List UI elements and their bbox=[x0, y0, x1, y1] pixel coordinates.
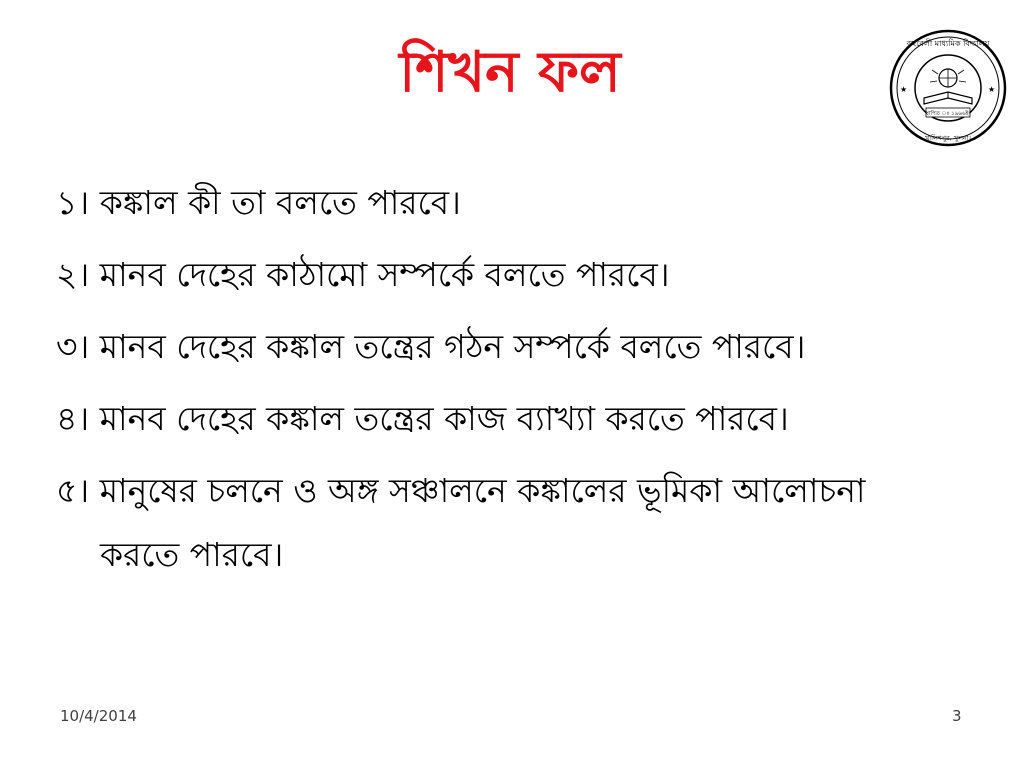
list-item: ১। কঙ্কাল কী তা বলতে পারবে। bbox=[56, 183, 461, 222]
school-seal-icon bbox=[888, 28, 1008, 148]
list-item: ৩। মানব দেহের কঙ্কাল তন্ত্রের গঠন সম্পর্কে বলতে পারবে। bbox=[56, 327, 806, 366]
list-item: ২। মানব দেহের কাঠামো সম্পর্কে বলতে পারবে। bbox=[56, 255, 670, 294]
slide-number: 3 bbox=[952, 707, 962, 725]
svg-text:★: ★ bbox=[900, 85, 908, 94]
logo-bottom-text: খালিশপুর, খুলনা। bbox=[924, 134, 972, 142]
logo-top-text: বহুবেলী মাধ্যমিক বিদ্যালয় bbox=[906, 39, 990, 48]
slide-title: শিখন ফল bbox=[399, 40, 621, 105]
list-item: ৫। মানুষের চলনে ও অঙ্গ সঞ্চালনে কঙ্কালের ভূমিকা আলোচনা bbox=[56, 471, 866, 510]
list-item: ৪। মানব দেহের কঙ্কাল তন্ত্রের কাজ ব্যাখ্যা করতে পারবে। bbox=[56, 399, 789, 438]
logo-est-text: স্থাপিত ঃ ১৯৬৬ইং bbox=[925, 111, 971, 117]
svg-text:★: ★ bbox=[988, 85, 996, 94]
list-item-continuation: করতে পারবে। bbox=[100, 535, 284, 574]
learning-outcomes-list bbox=[56, 178, 956, 602]
footer-date: 10/4/2014 bbox=[60, 707, 137, 725]
